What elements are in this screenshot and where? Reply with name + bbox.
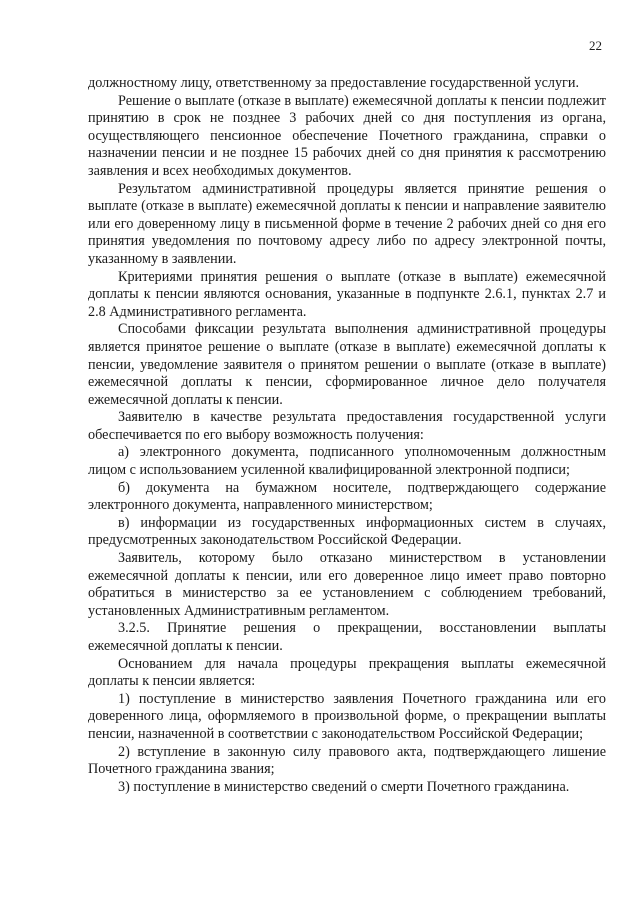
paragraph-procedure-result: Результатом административной процедуры является принятие решения о выплате (отказе в выплате) ежемесячной доплаты к пенсии и направление заявителю или его доверенному лицу в письменной форме в течение 2 рабочих дней со дня его принятия уведомления по почтовому адресу либо по адресу электронной почты, указанному в заявлении. (88, 180, 606, 267)
list-item-1: 1) поступление в министерство заявления Почетного гражданина или его доверенного лица, оформляемого в произвольной форме, о прекращении выплаты пенсии, назначенной в соответствии с законодательством Российской Федерации; (88, 690, 606, 742)
page-number: 22 (589, 38, 602, 53)
document-body (88, 75, 606, 796)
list-item-b: б) документа на бумажном носителе, подтверждающего содержание электронного документа, направленного министерством; (88, 479, 606, 514)
paragraph-termination-grounds: Основанием для начала процедуры прекращения выплаты ежемесячной доплаты к пенсии является: (88, 655, 606, 690)
paragraph-continuation: должностному лицу, ответственному за предоставление государственной услуги. (88, 75, 580, 91)
list-item-2: 2) вступление в законную силу правового акта, подтверждающего лишение Почетного гражданина звания; (88, 743, 606, 778)
paragraph-fixation-methods: Способами фиксации результата выполнения административной процедуры является принятое решение о выплате (отказе в выплате) ежемесячной доплаты к пенсии, уведомление заявителя о принятом решении о выплате (отказе в выплате) ежемесячной доплаты к пенсии, сформированное личное дело получателя ежемесячной доплаты к пенсии. (88, 321, 606, 408)
paragraph-decision-criteria: Критериями принятия решения о выплате (отказе в выплате) ежемесячной доплаты к пенсии являются основания, указанные в подпункте 2.6.1, пунктах 2.7 и 2.8 Административного регламента. (88, 268, 606, 320)
section-heading-3-2-5: 3.2.5. Принятие решения о прекращении, восстановлении выплаты ежемесячной доплаты к пенсии. (88, 620, 606, 654)
paragraph-decision-deadline: Решение о выплате (отказе в выплате) ежемесячной доплаты к пенсии подлежит принятию в срок не позднее 3 рабочих дней со дня поступления из органа, осуществляющего пенсионное обеспечение Почетного гражданина, справки о назначении пенсии и не позднее 15 рабочих дней со дня принятия к рассмотрению заявления и всех необходимых документов. (88, 92, 606, 179)
paragraph-applicant-options: Заявителю в качестве результата предоставления государственной услуги обеспечивается по его выбору возможность получения: (88, 409, 606, 443)
list-item-v: в) информации из государственных информационных систем в случаях, предусмотренных законодательством Российской Федерации. (88, 514, 606, 549)
list-item-3: 3) поступление в министерство сведений о смерти Почетного гражданина. (118, 778, 570, 795)
list-item-a: а) электронного документа, подписанного уполномоченным должностным лицом с использованием усиленной квалифицированной электронной подписи; (88, 444, 606, 479)
paragraph-reapplication: Заявитель, которому было отказано министерством в установлении ежемесячной доплаты к пенсии, или его доверенное лицо имеет право повторно обратиться в министерство за ее установлением с соблюдением требований, установленных Административным регламентом. (88, 550, 606, 619)
